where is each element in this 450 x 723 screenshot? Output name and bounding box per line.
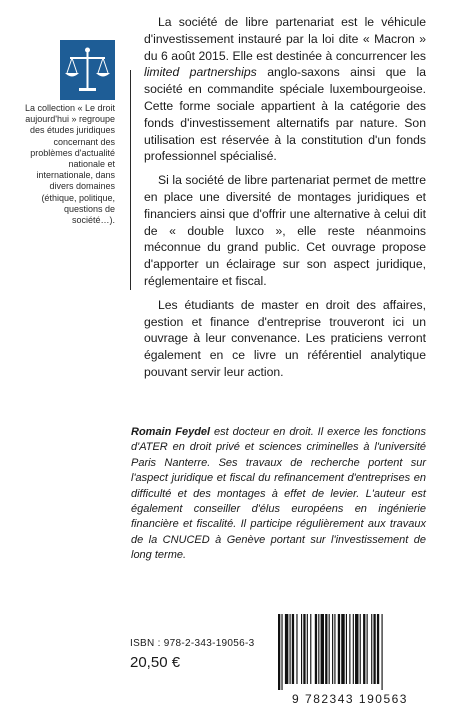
scales-of-justice-icon (60, 40, 115, 100)
price: 20,50 € (130, 654, 181, 671)
back-cover-summary (144, 14, 426, 381)
summary-paragraph: Si la société de libre partenariat permet de mettre en place une diversité de montages juridiques et financiers ainsi que d'offrir une alternative à celui dit de « double luxco », elle reste néanmoins méconnue du grand public. Cet ouvrage propose d'apporter un éclairage sur son aspect juridique, réglementaire et fiscal. (144, 173, 426, 288)
summary-paragraph: La société de libre partenariat est le véhicule d'investissement instauré par la loi dite « Macron » du 6 août 2015. Elle est destinée à concurrencer les limited partnerships anglo-saxons ainsi que la société en commandite spéciale luxembourgeoise. Cette forme sociale appartient à la catégorie des fonds d'investissement alternatifs par nature. Son utilisation est réservée à la constitution d'un fonds professionnel spécialisé. (144, 15, 426, 164)
barcode-number: 9 782343 190563 (292, 692, 408, 706)
isbn: ISBN : 978-2-343-19056-3 (130, 638, 255, 649)
author-name: Romain Feydel (131, 426, 211, 438)
emphasis-text: limited partnerships (144, 65, 257, 80)
collection-description: La collection « Le droit aujourd'hui » regroupe des études juridiques concernant des problèmes d'actualité nationale et internationale, dans divers domaines (éthique, politique, questions de société…). (24, 103, 115, 226)
barcode (270, 612, 430, 692)
summary-paragraph: Les étudiants de master en droit des affaires, gestion et finance d'entreprise trouveront ici un ouvrage à leur convenance. Les praticiens verront également en ce livre un référentiel analytique pouvant servir leur action. (144, 297, 426, 379)
author-bio (131, 425, 426, 564)
vertical-divider (130, 70, 131, 290)
author-bio-text: est docteur en droit. Il exerce les fonctions d'ATER en droit privé et sciences criminelles à l'université Paris Nanterre. Ses travaux de recherche portent sur l'aspect juridique et fiscal du refinancement d'entreprises en difficulté et des montages à effet de levier. L'auteur est également conseiller d'élus européens en ingénierie financière et fiscalité. Il participe régulièrement aux travaux de la CNUCED à Genève portant sur l'investissement de long terme. (131, 426, 426, 562)
